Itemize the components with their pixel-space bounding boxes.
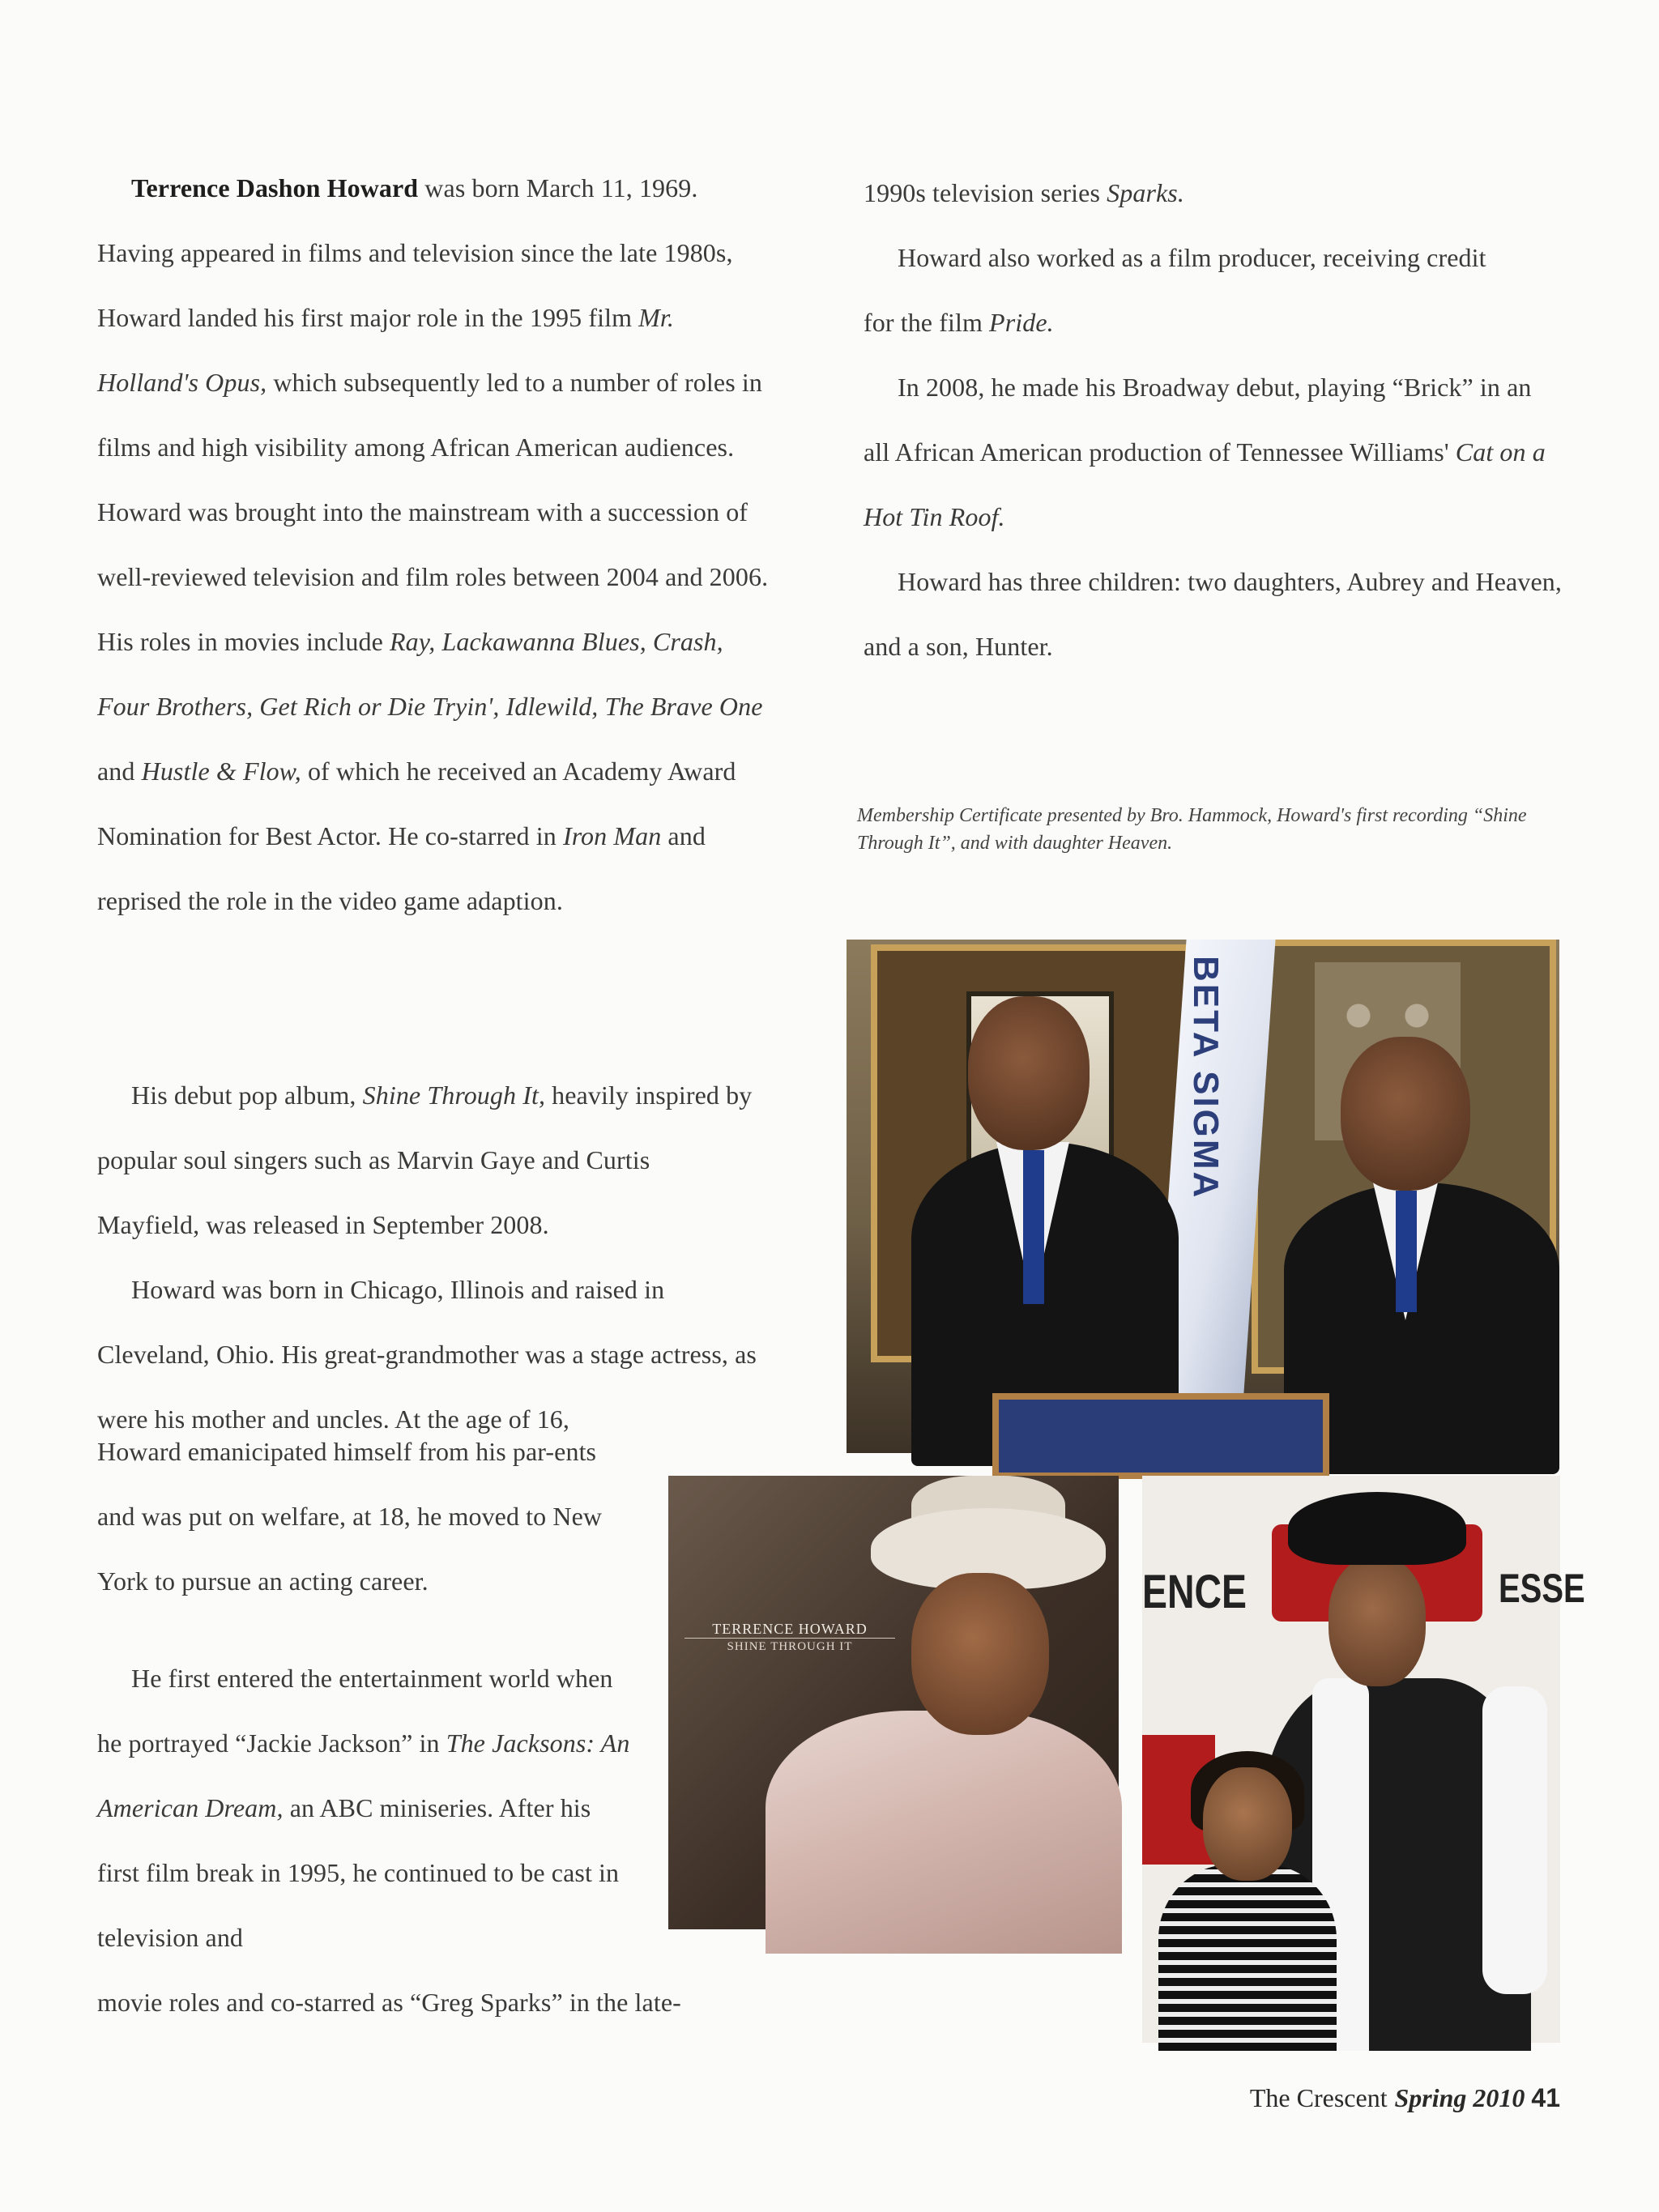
daughter-photo [1142,1476,1585,2043]
photo-caption: Membership Certificate presented by Bro. Hammock, Howard's first recording “Shine Through It”, and with daughter Heaven. [857,805,1527,854]
membership-certificate [992,1393,1329,1479]
certificate-presentation-photo [847,940,1559,1453]
person-right-tie [1396,1191,1417,1312]
bio-paragraph-4: He first entered the entertainment world when he portrayed “Jackie Jackson” in The Jacksons: An American Dream, an ABC miniseries. After his first film break in 1995, he continued to be cast in television and [97,1664,630,1952]
page-footer [1250,2083,1560,2113]
bio-paragraph-4-continued: movie roles and co-starred as “Greg Sparks” in the late- [97,1988,681,2017]
album-jacket [766,1711,1122,1954]
publication-name: The Crescent [1249,2083,1388,2112]
career-paragraph-2: Howard also worked as a film producer, receiving credit for the film Pride. [864,243,1486,337]
career-paragraph-1: 1990s television series Sparks. [864,178,1184,207]
girl-dress [1158,1865,1337,2051]
issue-label: Spring 2010 [1394,2083,1525,2112]
bio-paragraph-1: Terrence Dashon Howard was born March 11, 1969. Having appeared in films and television since the late 1980s, Howard landed his first major role in the 1995 film Mr. Holland's Opus, which subsequently led to a number of roles in films and high visibility among African American audiences. Howard was brought into the mainstream with a succession of well-reviewed television and film roles between 2004 and 2006. His roles in movies include Ray, Lackawanna Blues, Crash, Four Brothers, Get Rich or Die Tryin', Idlewild, The Brave One and Hustle & Flow, of which he received an Academy Award Nomination for Best Actor. He co-starred in Iron Man and reprised the role in the video game adaption. [97,173,769,915]
album-title: SHINE THROUGH IT [684,1638,895,1655]
man-sleeve [1482,1686,1547,1994]
man-face [1328,1557,1426,1686]
bio-paragraph-3: Howard was born in Chicago, Illinois and raised in Cleveland, Ohio. His great-grandmother was a stage actress, as were his mother and uncles. At the age of 16, [97,1275,757,1434]
person-left-tie [1023,1150,1044,1304]
career-paragraph-3: In 2008, he made his Broadway debut, playing “Brick” in an all African American production of Tennessee Williams' Cat on a Hot Tin Roof. [864,373,1546,531]
career-paragraph-4: Howard has three children: two daughters, Aubrey and Heaven, and a son, Hunter. [864,567,1562,661]
backdrop-text-left: ENCE [1142,1566,1247,1618]
flag-lettering: BETA SIGMA [1186,956,1226,1200]
person-left-head [968,996,1090,1150]
person-right-head [1341,1037,1470,1191]
page-number: 41 [1531,2083,1560,2112]
backdrop-text-right: ESSE [1499,1566,1585,1611]
girl-face [1203,1767,1292,1881]
album-artist: TERRENCE HOWARD [712,1621,868,1637]
bio-paragraph-2: His debut pop album, Shine Through It, heavily inspired by popular soul singers such as Marvin Gaye and Curtis Mayfield, was released in September 2008. [97,1080,753,1239]
album-cover-photo [668,1476,1119,1929]
subject-name: Terrence Dashon Howard [131,173,419,202]
album-face [911,1573,1049,1735]
man-hat [1288,1492,1466,1565]
bio-paragraph-3-continued: Howard emanicipated himself from his par-ents and was put on welfare, at 18, he moved to New York to pursue an acting career. [97,1437,603,1596]
